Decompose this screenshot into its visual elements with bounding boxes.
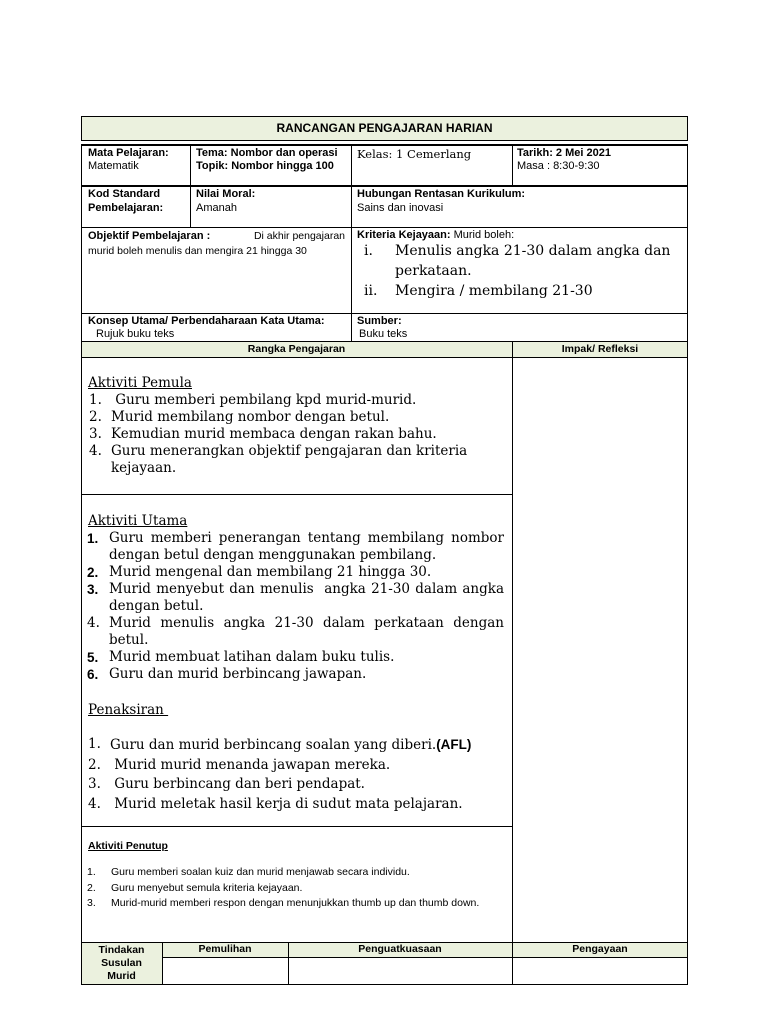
objektif-text: murid boleh menulis dan mengira 21 hingga 30 (88, 245, 307, 257)
rangka-header: Rangka Pengajaran (247, 343, 346, 355)
list-item: 2. Murid murid menanda jawapan mereka. (88, 756, 391, 773)
penutup-list (87, 865, 492, 912)
list-item: 1. Guru memberi penerangan tentang membilang nombor dengan betul dengan menggunakan pembilang. (87, 530, 504, 563)
list-item: 1. Guru memberi soalan kuiz dan murid menjawab secara individu. (87, 866, 410, 878)
hubungan-label: Hubungan Rentasan Kurikulum: (357, 188, 526, 200)
divider (81, 357, 688, 358)
kriteria-label: Kriteria Kejayaan: (357, 229, 451, 241)
objektif-inline: Di akhir pengajaran (253, 230, 345, 242)
list-item: 3. Murid-murid memberi respon dengan menunjukkan thumb up dan thumb down. (87, 897, 480, 909)
sumber-value: Buku teks (359, 328, 408, 340)
nilai-moral-label: Nilai Moral: (196, 188, 256, 200)
pemula-list (89, 392, 489, 477)
list-item: 1. Guru dan murid berbincang soalan yang diberi.(AFL) (88, 736, 472, 753)
sumber-label: Sumber: (357, 315, 402, 327)
kod-standard-label: Kod Standard (88, 188, 161, 200)
divider (81, 144, 688, 146)
objektif-label: Objektif Pembelajaran : (88, 230, 211, 242)
nilai-moral-value: Amanah (196, 202, 237, 214)
divider (81, 826, 512, 827)
divider (81, 227, 688, 228)
konsep-label: Konsep Utama/ Perbendaharaan Kata Utama: (88, 315, 325, 327)
pengayaan-header: Pengayaan (572, 943, 628, 955)
tindakan-label: Tindakan Susulan Murid (98, 944, 145, 982)
kod-standard-label-2: Pembelajaran: (88, 202, 164, 214)
kelas-text: Kelas: 1 Cemerlang (357, 147, 472, 161)
penaksiran-list (88, 735, 508, 814)
page-title: RANCANGAN PENGAJARAN HARIAN (81, 116, 688, 141)
penguatkuasaan-header: Penguatkuasaan (358, 943, 442, 955)
list-item: i. Menulis angka 21-30 dalam angka dan perkataan. (364, 243, 671, 279)
divider (190, 144, 191, 227)
utama-list (87, 530, 513, 683)
mata-pelajaran-label: Mata Pelajaran: (88, 147, 169, 159)
objektif-heading (88, 230, 345, 243)
kriteria-list (360, 241, 680, 301)
divider (81, 313, 688, 314)
list-item: 3. Kemudian murid membaca dengan rakan bahu. (89, 426, 437, 442)
list-item: 4. Guru menerangkan objektif pengajaran dan kriteria kejayaan. (89, 443, 468, 476)
topik-text: Topik: Nombor hingga 100 (196, 160, 334, 172)
tarikh-text: Tarikh: 2 Mei 2021 (517, 147, 611, 159)
list-item: 4. Murid meletak hasil kerja di sudut mata pelajaran. (88, 795, 463, 812)
penaksiran-heading: Penaksiran (88, 702, 169, 718)
divider (81, 185, 688, 187)
masa-text: Masa : 8:30-9:30 (517, 160, 600, 172)
hubungan-value: Sains dan inovasi (357, 202, 444, 214)
list-item: 1. Guru memberi pembilang kpd murid-murid. (89, 392, 417, 408)
list-item: 6. Guru dan murid berbincang jawapan. (87, 666, 367, 682)
list-item: 2. Murid membilang nombor dengan betul. (89, 409, 390, 425)
tema-text: Tema: Nombor dan operasi (196, 147, 338, 159)
impak-header: Impak/ Refleksi (561, 343, 639, 355)
penutup-heading: Aktiviti Penutup (88, 840, 168, 852)
divider (351, 144, 352, 341)
list-item: 3. Guru berbincang dan beri pendapat. (88, 776, 365, 792)
pemula-heading: Aktiviti Pemula (88, 375, 192, 391)
list-item: 2. Murid mengenal dan membilang 21 hingga 30. (87, 564, 432, 580)
kriteria-inline: Murid boleh: (450, 229, 515, 241)
pemulihan-header: Pemulihan (198, 943, 252, 955)
utama-heading: Aktiviti Utama (88, 513, 188, 529)
list-item: 3. Murid menyebut dan menulis angka 21-30 dalam angka dengan betul. (87, 581, 513, 614)
list-item: 2. Guru menyebut semula kriteria kejayaan. (87, 881, 303, 894)
divider (512, 144, 513, 185)
konsep-value: Rujuk buku teks (96, 328, 175, 340)
mata-pelajaran-value: Matematik (88, 160, 139, 172)
divider (162, 957, 688, 958)
divider (512, 341, 513, 942)
list-item: 4. Murid menulis angka 21-30 dalam perkataan dengan betul. (87, 615, 504, 648)
list-item: ii. Mengira / membilang 21-30 (364, 283, 593, 299)
list-item: 5. Murid membuat latihan dalam buku tulis. (87, 649, 395, 665)
divider (81, 494, 512, 495)
